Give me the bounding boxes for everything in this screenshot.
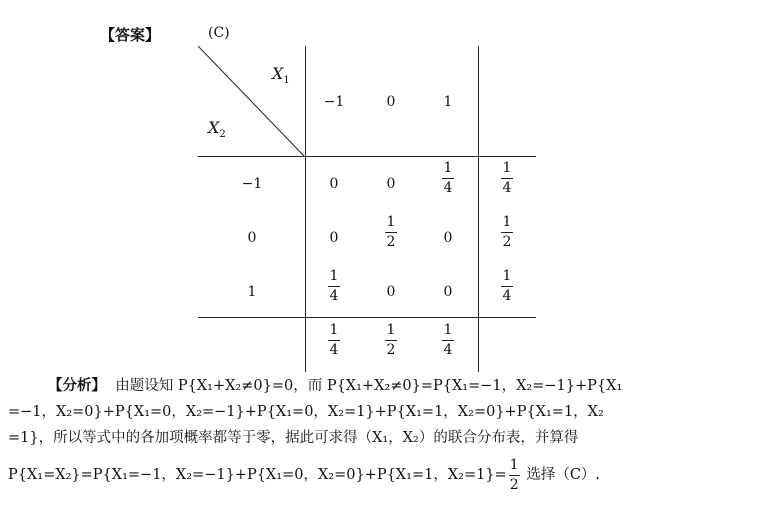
x-value: 1 [443, 94, 453, 110]
x-value: 0 [386, 94, 396, 110]
y-value: 0 [247, 230, 257, 246]
column-marginal: $\frac{1}{4}$ [329, 322, 339, 358]
table-cell: $\frac{1}{4}$ [329, 268, 339, 304]
analysis-line-4 [8, 458, 758, 492]
analysis-fraction: $\frac{1}{2}$ [509, 457, 519, 493]
analysis-conclusion: 选择（C）. [521, 467, 601, 484]
header-var-x1: $X_1$ [272, 64, 290, 87]
table-cell: 0 [443, 230, 453, 246]
table-hline-bottom [198, 317, 536, 318]
table-diagonal [198, 46, 308, 158]
analysis-line-2: =−1，X₂=0}+P{X₁=0，X₂=−1}+P{X₁=0，X₂=1}+P{X₁=1，X₂=0}+P{X₁=1，X₂ [8, 404, 604, 420]
column-marginal: $\frac{1}{2}$ [386, 322, 396, 358]
y-value: −1 [241, 176, 263, 192]
table-vline-left [305, 46, 306, 372]
table-vline-right [478, 46, 479, 372]
analysis-label: 【分析】 [48, 378, 106, 394]
table-hline-top [198, 156, 536, 157]
answer-choice: (C) [208, 25, 230, 41]
x-value: −1 [323, 94, 345, 110]
row-marginal: $\frac{1}{4}$ [502, 160, 512, 196]
answer-label: 【答案】 [100, 26, 161, 44]
column-marginal: $\frac{1}{4}$ [443, 322, 453, 358]
analysis-text: P{X₁=X₂}=P{X₁=−1，X₂=−1}+P{X₁=0，X₂=0}+P{X₁=1，X₂=1}= [8, 467, 507, 484]
analysis-line-1 [8, 374, 758, 398]
row-marginal: $\frac{1}{2}$ [502, 214, 512, 250]
table-cell: 0 [443, 284, 453, 300]
analysis-line-3: =1}，所以等式中的各加项概率都等于零，据此可求得（X₁，X₂）的联合分布表，并算得 [8, 430, 579, 446]
table-cell: $\frac{1}{2}$ [386, 214, 396, 250]
y-value: 1 [247, 284, 257, 300]
header-var-x2: $X_2$ [208, 118, 226, 141]
table-cell: 0 [386, 284, 396, 300]
row-marginal: $\frac{1}{4}$ [502, 268, 512, 304]
analysis-text: 由题设知 P{X₁+X₂≠0}=0，而 P{X₁+X₂≠0}=P{X₁=−1，X₂=−1}+P{X₁ [115, 378, 623, 394]
table-cell: 0 [386, 176, 396, 192]
table-cell: $\frac{1}{4}$ [443, 160, 453, 196]
table-cell: 0 [329, 230, 339, 246]
table-cell: 0 [329, 176, 339, 192]
